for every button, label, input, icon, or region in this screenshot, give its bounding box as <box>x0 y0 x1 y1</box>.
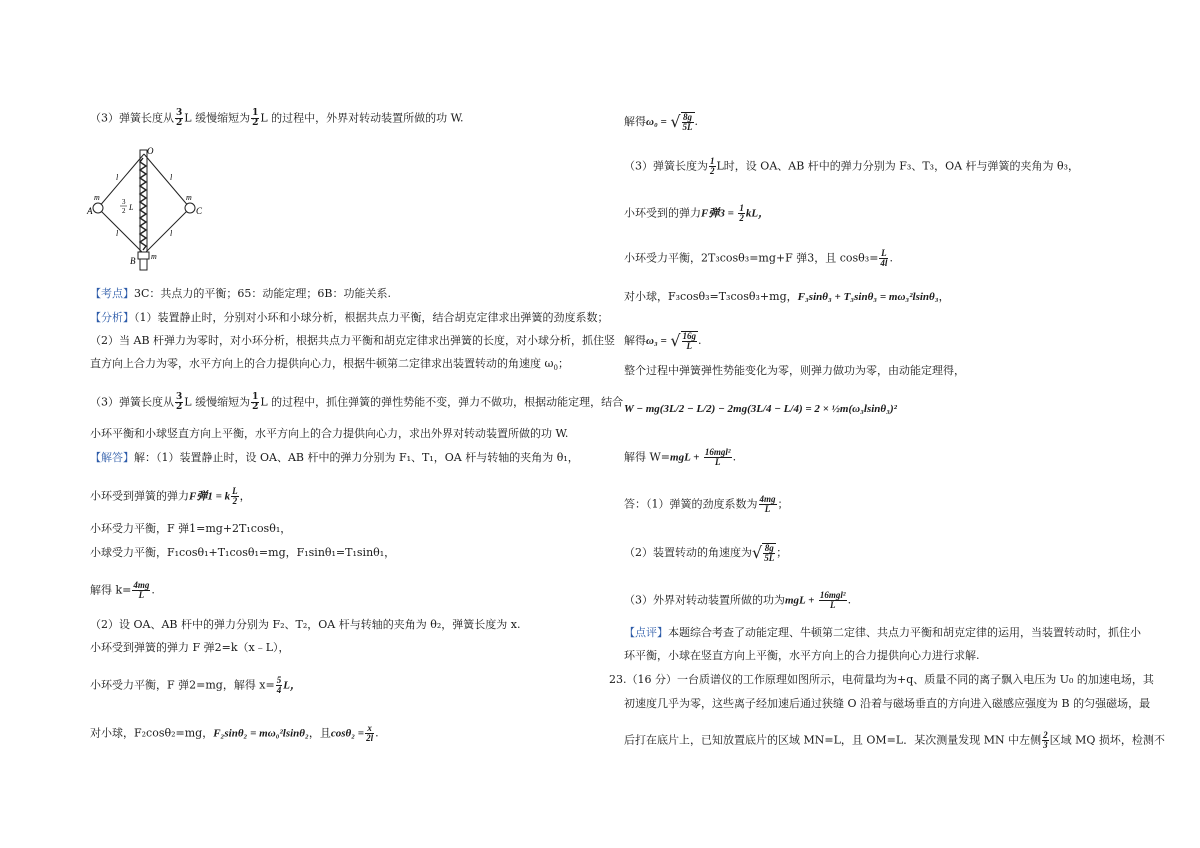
solve-w0: 解得ω₀ = √ $\frac{8g}{5L}$ . <box>624 112 699 132</box>
label-A: A <box>87 206 93 216</box>
solve-W: 解得 W=mgL + $\frac{\text{16mgl²}}{L}$ . <box>624 447 737 467</box>
jieda-line-1: 【解答】解：（1）装置静止时，设 OA、AB 杆中的弹力分别为 F₁、T₁，OA 杆与转轴的夹角为 θ₁， <box>90 451 579 464</box>
label-m-left: m <box>94 193 100 202</box>
ring-balance-2: 小环受力平衡，F 弹2=mg，解得 x= $\frac{5}{4}$ L， <box>90 675 301 695</box>
label-frac-d: 2 <box>122 207 126 215</box>
part2-intro: （2）设 OA、AB 杆中的弹力分别为 F₂、T₂，OA 杆与转轴的夹角为 θ₂，弹簧长度为 x. <box>90 618 521 631</box>
dianping-line-1: 【点评】本题综合考查了动能定理、牛顿第二定律、共点力平衡和胡克定律的运用，当装置转动时，抓住小 <box>624 626 1141 639</box>
energy-equation: W − mg(3L/2 − L/2) − 2mg(3L/4 − L/4) = 2 × ½m(ω₃lsinθ₃)² <box>624 403 897 415</box>
ring-balance-3: 小环受力平衡，2T₃cosθ₃=mg+F 弹3，且 cosθ₃= $\frac{L}{4l}$ . <box>624 248 893 268</box>
label-l-lr: l <box>170 229 173 238</box>
fenxi-line-5: 小环平衡和小球竖直方向上平衡，水平方向上的合力提供向心力，求出外界对转动装置所做的功 W. <box>90 427 569 440</box>
kaodian-line: 【考点】3C：共点力的平衡；65：动能定理；6B：功能关系. <box>90 287 391 300</box>
spring-force-2: 小环受到弹簧的弹力 F 弹2=k（x﹣L）， <box>90 641 290 654</box>
label-C: C <box>196 206 203 216</box>
solve-k: 解得 k= $\frac{4mg}{L}$ . <box>90 580 155 600</box>
ball-balance-1: 小球受力平衡，F₁cosθ₁+T₁cosθ₁=mg，F₁sinθ₁=T₁sinθ₁， <box>90 546 396 559</box>
solve-w3: 解得ω₃ = √ $\frac{16g}{L}$ . <box>624 331 702 351</box>
ball-balance-2: 对小球，F₂cosθ₂=mg，F₂sinθ₂ = mω₀²lsinθ₂，且cosθ₂ = $\frac{x}{2l}$ . <box>90 723 379 743</box>
energy-statement: 整个过程中弹簧弹性势能变化为零，则弹力做功为零，由动能定理得， <box>624 364 965 377</box>
answer-2: （2）装置转动的角速度为√ $\frac{8g}{5L}$ ； <box>624 543 788 563</box>
label-frac-n: 3 <box>122 198 126 206</box>
dianping-line-2: 环平衡，小球在竖直方向上平衡，水平方向上的合力提供向心力进行求解. <box>624 649 980 662</box>
part3-setup: （3）弹簧长度为 $\frac{1}{2}$ L时，设 OA、AB 杆中的弹力分别为 F₃、T₃，OA 杆与弹簧的夹角为 θ₃， <box>624 156 1080 176</box>
answer-1: 答：（1）弹簧的劲度系数为 $\frac{4mg}{L}$ ； <box>624 494 789 514</box>
fenxi-line-4: （3）弹簧长度从 $\frac{3}{2}$ L 缓慢缩短为 $\frac{1}{2}$ L 的过程中，抓住弹簧的弹性势能不变，弹力不做功，根据动能定理，结合 <box>90 392 624 412</box>
label-m-bottom: m <box>151 252 157 261</box>
fenxi-line-3: 直方向上合力为零，水平方向上的合力提供向心力，根据牛顿第二定律求出装置转动的角速度 $\omega_0$； <box>90 357 569 373</box>
spring-force-1: 小环受到弹簧的弹力F弹1 = k $\frac{L}{2}$ ， <box>90 486 251 506</box>
label-B: B <box>130 256 136 266</box>
label-l-ur: l <box>170 173 173 182</box>
label-m-right: m <box>186 193 192 202</box>
spring-force-3: 小环受到的弹力F弹3 = $\frac{1}{2}$ kL， <box>624 203 770 223</box>
ball-balance-3: 对小球，F₃cosθ₃=T₃cosθ₃+mg，F₃sinθ₃ + T₃sinθ₃ = mω₃²lsinθ₃， <box>624 290 950 303</box>
fenxi-line-1: 【分析】（1）装置静止时，分别对小环和小球分析，根据共点力平衡，结合胡克定律求出弹簧的劲度系数； <box>90 311 609 324</box>
q23-line-3: 后打在底片上，已知放置底片的区域 MN=L，且 OM=L．某次测量发现 MN 中左侧 $\frac{2}{3}$ 区域 MQ 损坏，检测不 <box>624 730 1165 750</box>
label-l-ul: l <box>116 173 119 182</box>
label-l-ll: l <box>116 229 119 238</box>
fenxi-line-2: （2）当 AB 杆弹力为零时，对小环分析，根据共点力平衡和胡克定律求出弹簧的长度，对小球分析，抓住竖 <box>90 334 616 347</box>
label-O: O <box>147 146 154 156</box>
label-L: L <box>129 203 134 212</box>
q23-line-2: 初速度几乎为零，这些离子经加速后通过狭缝 O 沿着与磁场垂直的方向进入磁感应强度为 B 的匀强磁场，最 <box>624 697 1151 710</box>
ring-balance-1: 小环受力平衡，F 弹1=mg+2T₁cosθ₁， <box>90 522 292 535</box>
rotating-device-figure <box>84 142 204 277</box>
answer-3: （3）外界对转动装置所做的功为mgL + $\frac{\text{16mgl²}}{L}$ . <box>624 590 852 610</box>
q23-line-1: 23.（16 分）一台质谱仪的工作原理如图所示，电荷量均为+q、质量不同的离子飘入电压为 U₀ 的加速电场，其 <box>609 673 1154 686</box>
part3-intro: （3）弹簧长度从 $\frac{3}{2}$ L 缓慢缩短为 $\frac{1}{2}$ L 的过程中，外界对转动装置所做的功 W. <box>90 108 464 128</box>
